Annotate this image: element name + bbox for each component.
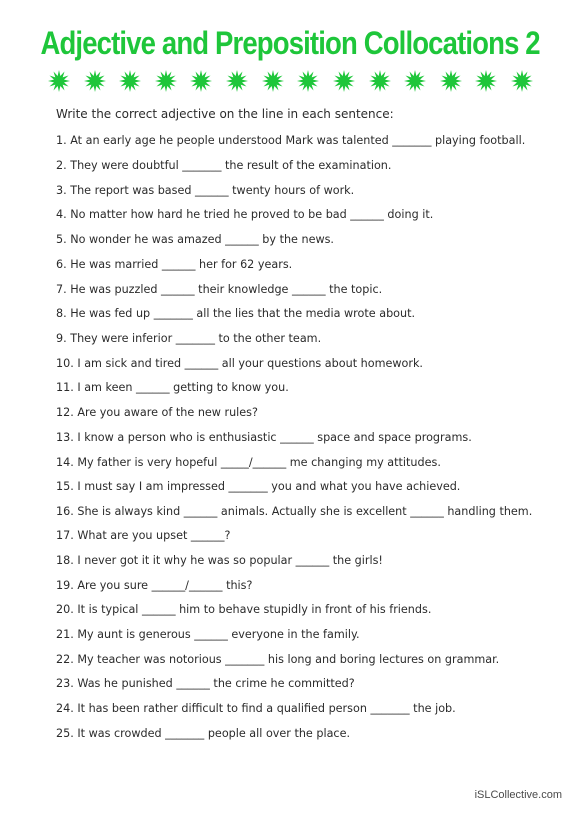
sentence-item: 22. My teacher was notorious _______ his long and boring lectures on grammar. [56, 653, 500, 666]
sentence-item: 13. I know a person who is enthusiastic ______ space and space programs. [56, 431, 472, 444]
sentence-item: 2. They were doubtful _______ the result of the examination. [56, 159, 392, 172]
star-burst-icon [84, 70, 106, 92]
star-burst-icon [226, 70, 248, 92]
star-burst-icon [155, 70, 177, 92]
sentence-item: 6. He was married ______ her for 62 years. [56, 258, 293, 271]
star-burst-icon [369, 70, 391, 92]
star-decoration-row [48, 70, 533, 94]
sentence-item: 1. At an early age he people understood Mark was talented _______ playing football. [56, 134, 526, 147]
sentence-item: 21. My aunt is generous ______ everyone in the family. [56, 628, 360, 641]
sentence-item: 8. He was fed up _______ all the lies that the media wrote about. [56, 307, 416, 320]
sentence-item: 16. She is always kind ______ animals. Actually she is excellent ______ handling them. [56, 505, 533, 518]
sentence-item: 19. Are you sure ______/______ this? [56, 579, 253, 592]
sentence-item: 20. It is typical ______ him to behave stupidly in front of his friends. [56, 603, 432, 616]
sentence-item: 15. I must say I am impressed _______ you and what you have achieved. [56, 480, 461, 493]
sentence-item: 3. The report was based ______ twenty hours of work. [56, 184, 355, 197]
sentence-item: 23. Was he punished ______ the crime he committed? [56, 677, 355, 690]
footer-watermark: iSLCollective.com [474, 789, 562, 801]
sentence-item: 9. They were inferior _______ to the other team. [56, 332, 322, 345]
star-burst-icon [333, 70, 355, 92]
star-burst-icon [262, 70, 284, 92]
sentence-item: 4. No matter how hard he tried he proved to be bad ______ doing it. [56, 208, 434, 221]
star-burst-icon [297, 70, 319, 92]
sentence-item: 5. No wonder he was amazed ______ by the news. [56, 233, 334, 246]
sentence-item: 24. It has been rather difficult to find a qualified person _______ the job. [56, 702, 456, 715]
sentence-item: 11. I am keen ______ getting to know you. [56, 381, 289, 394]
sentence-item: 7. He was puzzled ______ their knowledge ______ the topic. [56, 283, 383, 296]
star-burst-icon [475, 70, 497, 92]
sentence-item: 10. I am sick and tired ______ all your questions about homework. [56, 357, 423, 370]
sentence-item: 25. It was crowded _______ people all over the place. [56, 727, 351, 740]
sentence-item: 12. Are you aware of the new rules? [56, 406, 258, 419]
star-burst-icon [440, 70, 462, 92]
sentence-item: 17. What are you upset ______? [56, 529, 231, 542]
instruction-text: Write the correct adjective on the line in each sentence: [56, 107, 394, 121]
sentence-item: 18. I never got it it why he was so popular ______ the girls! [56, 554, 383, 567]
worksheet-title: Adjective and Preposition Collocations 2 [40, 25, 540, 61]
star-burst-icon [119, 70, 141, 92]
star-burst-icon [404, 70, 426, 92]
star-burst-icon [48, 70, 70, 92]
star-burst-icon [190, 70, 212, 92]
star-burst-icon [511, 70, 533, 92]
sentence-item: 14. My father is very hopeful _____/______ me changing my attitudes. [56, 456, 441, 469]
